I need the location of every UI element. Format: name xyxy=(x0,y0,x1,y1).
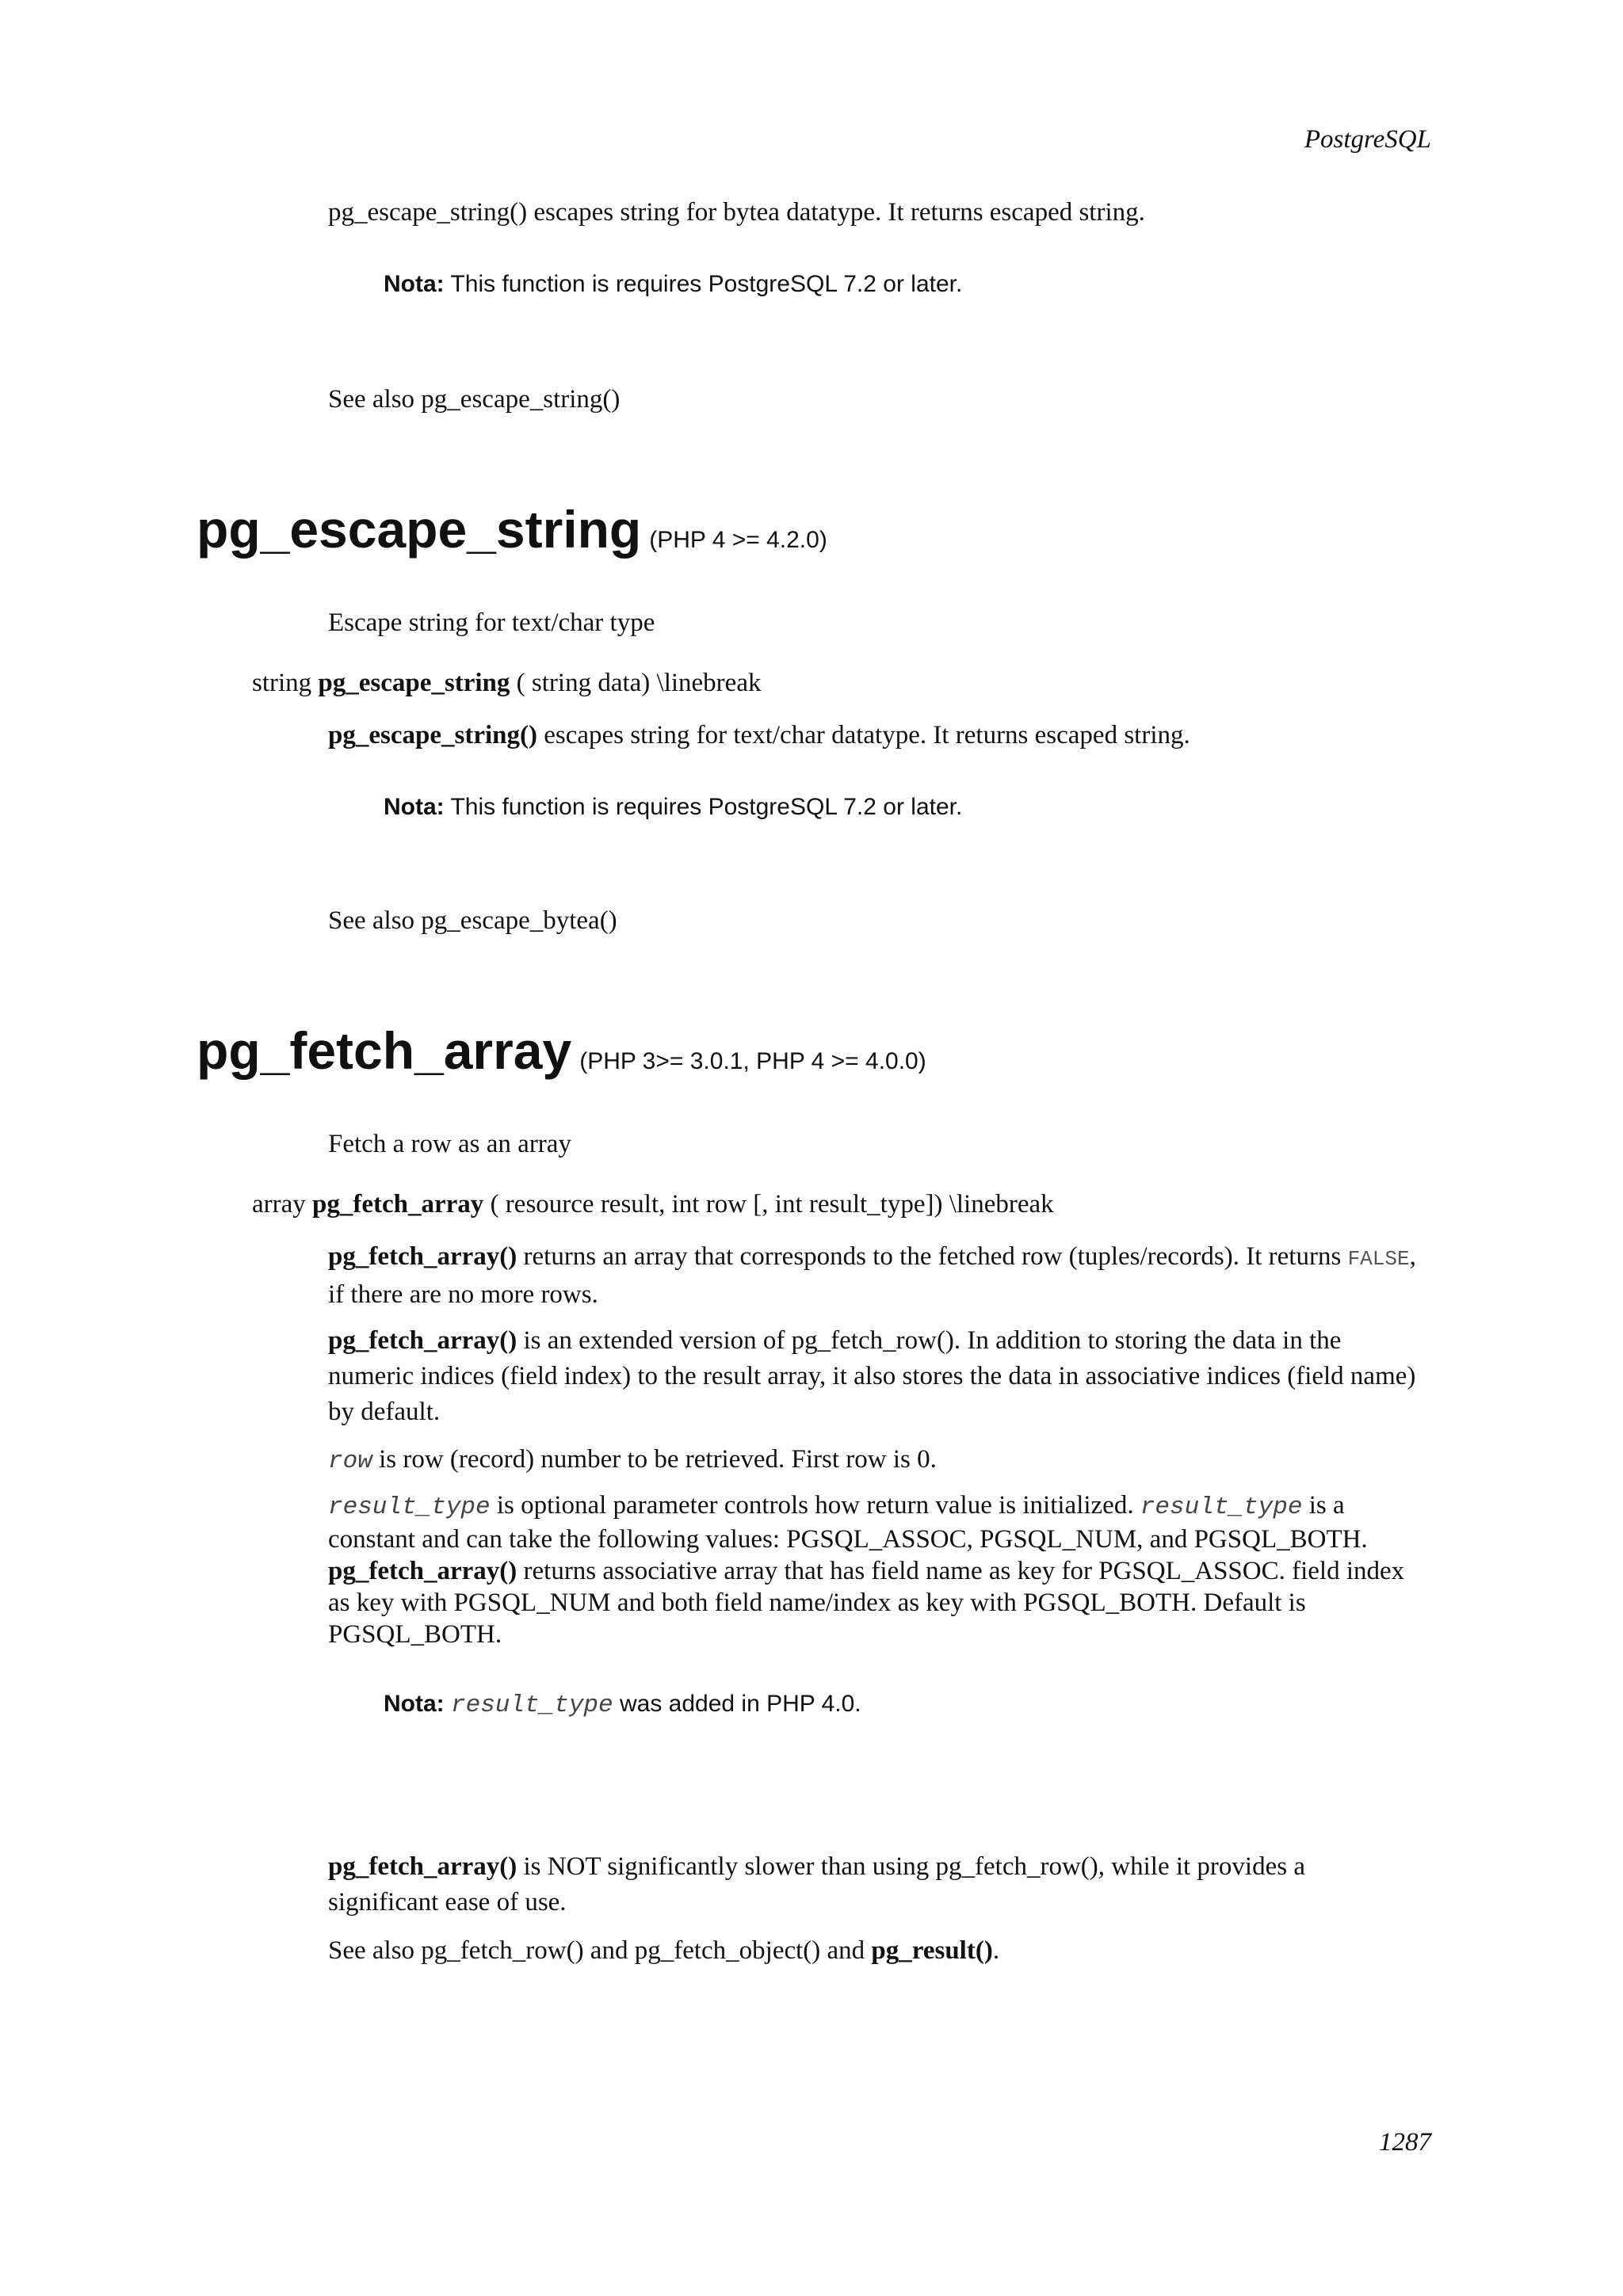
paragraph-text: is a constant and can take the following values: PGSQL_ASSOC, PGSQL_NUM, and PGSQL_BOTH. xyxy=(328,1491,1368,1554)
paragraph-returns xyxy=(328,1239,1422,1313)
paragraph-text: is an extended version of pg_fetch_row(). In addition to storing the data in the numeric indices (field index) to the result array, it also stores the data in associative indices (field name) by default. xyxy=(328,1326,1416,1426)
paragraph-row xyxy=(328,1442,1422,1479)
page-number: 1287 xyxy=(1379,2128,1431,2157)
param-result-type: result_type xyxy=(328,1493,491,1521)
escape-bytea-description: pg_escape_string() escapes string for bytea datatype. It returns escaped string. xyxy=(328,198,1145,227)
constant-false: FALSE xyxy=(1347,1247,1410,1271)
function-purpose: Fetch a row as an array xyxy=(328,1130,571,1158)
paragraph-function: pg_fetch_array() xyxy=(328,1852,517,1881)
note-label: Nota: xyxy=(384,1691,445,1717)
signature-params: ( resource result, int row [, int result_type]) \linebreak xyxy=(490,1190,1054,1219)
signature-return-type: array xyxy=(252,1190,306,1219)
function-version: (PHP 4 >= 4.2.0) xyxy=(649,527,827,553)
note xyxy=(384,1691,861,1719)
paragraph-tail: , if there are no more rows. xyxy=(328,1242,1416,1309)
function-heading xyxy=(197,499,827,559)
paragraph-function: pg_fetch_array() xyxy=(328,1326,517,1355)
paragraph-function: pg_fetch_array() xyxy=(328,1242,517,1271)
paragraph-text: is NOT significantly slower than using pg_fetch_row(), while it provides a significant ease of use. xyxy=(328,1852,1305,1917)
note-text: This function is requires PostgreSQL 7.2 or later. xyxy=(450,794,963,820)
note xyxy=(384,271,962,298)
function-signature xyxy=(252,1190,1054,1219)
paragraph-performance xyxy=(328,1849,1422,1920)
function-name: pg_fetch_array xyxy=(197,1021,572,1080)
note-param: result_type xyxy=(451,1691,613,1719)
signature-return-type: string xyxy=(252,669,312,697)
paragraph-extended xyxy=(328,1323,1422,1430)
see-also: See also pg_escape_string() xyxy=(328,385,621,414)
paragraph-result-type xyxy=(328,1489,1422,1650)
running-header: PostgreSQL xyxy=(1304,125,1431,154)
note-text: was added in PHP 4.0. xyxy=(619,1691,861,1717)
note-label: Nota: xyxy=(384,794,445,820)
description-text: escapes string for text/char datatype. It returns escaped string. xyxy=(544,721,1190,749)
function-signature xyxy=(252,669,761,698)
signature-function-name: pg_fetch_array xyxy=(312,1190,484,1219)
see-also-text: See also pg_fetch_row() and pg_fetch_object() and xyxy=(328,1936,865,1965)
paragraph-text: is row (record) number to be retrieved. First row is 0. xyxy=(379,1445,937,1474)
function-version: (PHP 3>= 3.0.1, PHP 4 >= 4.0.0) xyxy=(579,1048,926,1074)
description-function: pg_escape_string() xyxy=(328,721,537,749)
function-description xyxy=(328,718,1422,753)
note xyxy=(384,794,962,821)
signature-params: ( string data) \linebreak xyxy=(516,669,762,697)
function-name: pg_escape_string xyxy=(197,500,642,559)
paragraph-text: returns an array that corresponds to the fetched row (tuples/records). It returns xyxy=(523,1242,1342,1271)
signature-function-name: pg_escape_string xyxy=(318,669,510,697)
see-also-end: . xyxy=(992,1936,1000,1965)
see-also xyxy=(328,1933,1422,1969)
see-also-bold: pg_result() xyxy=(871,1936,993,1965)
note-label: Nota: xyxy=(384,271,445,297)
note-text: This function is requires PostgreSQL 7.2 or later. xyxy=(450,271,963,297)
see-also: See also pg_escape_bytea() xyxy=(328,906,617,935)
param-row: row xyxy=(328,1447,372,1475)
function-purpose: Escape string for text/char type xyxy=(328,608,655,637)
function-heading xyxy=(197,1020,926,1081)
param-result-type: result_type xyxy=(1140,1493,1303,1521)
paragraph-function: pg_fetch_array() xyxy=(328,1557,517,1585)
paragraph-text: is optional parameter controls how return value is initialized. xyxy=(496,1491,1134,1520)
paragraph-text: returns associative array that has field name as key for PGSQL_ASSOC. field index as key with PGSQL_NUM and both field name/index as key with PGSQL_BOTH. Default is PGSQL_BOTH. xyxy=(328,1557,1405,1649)
